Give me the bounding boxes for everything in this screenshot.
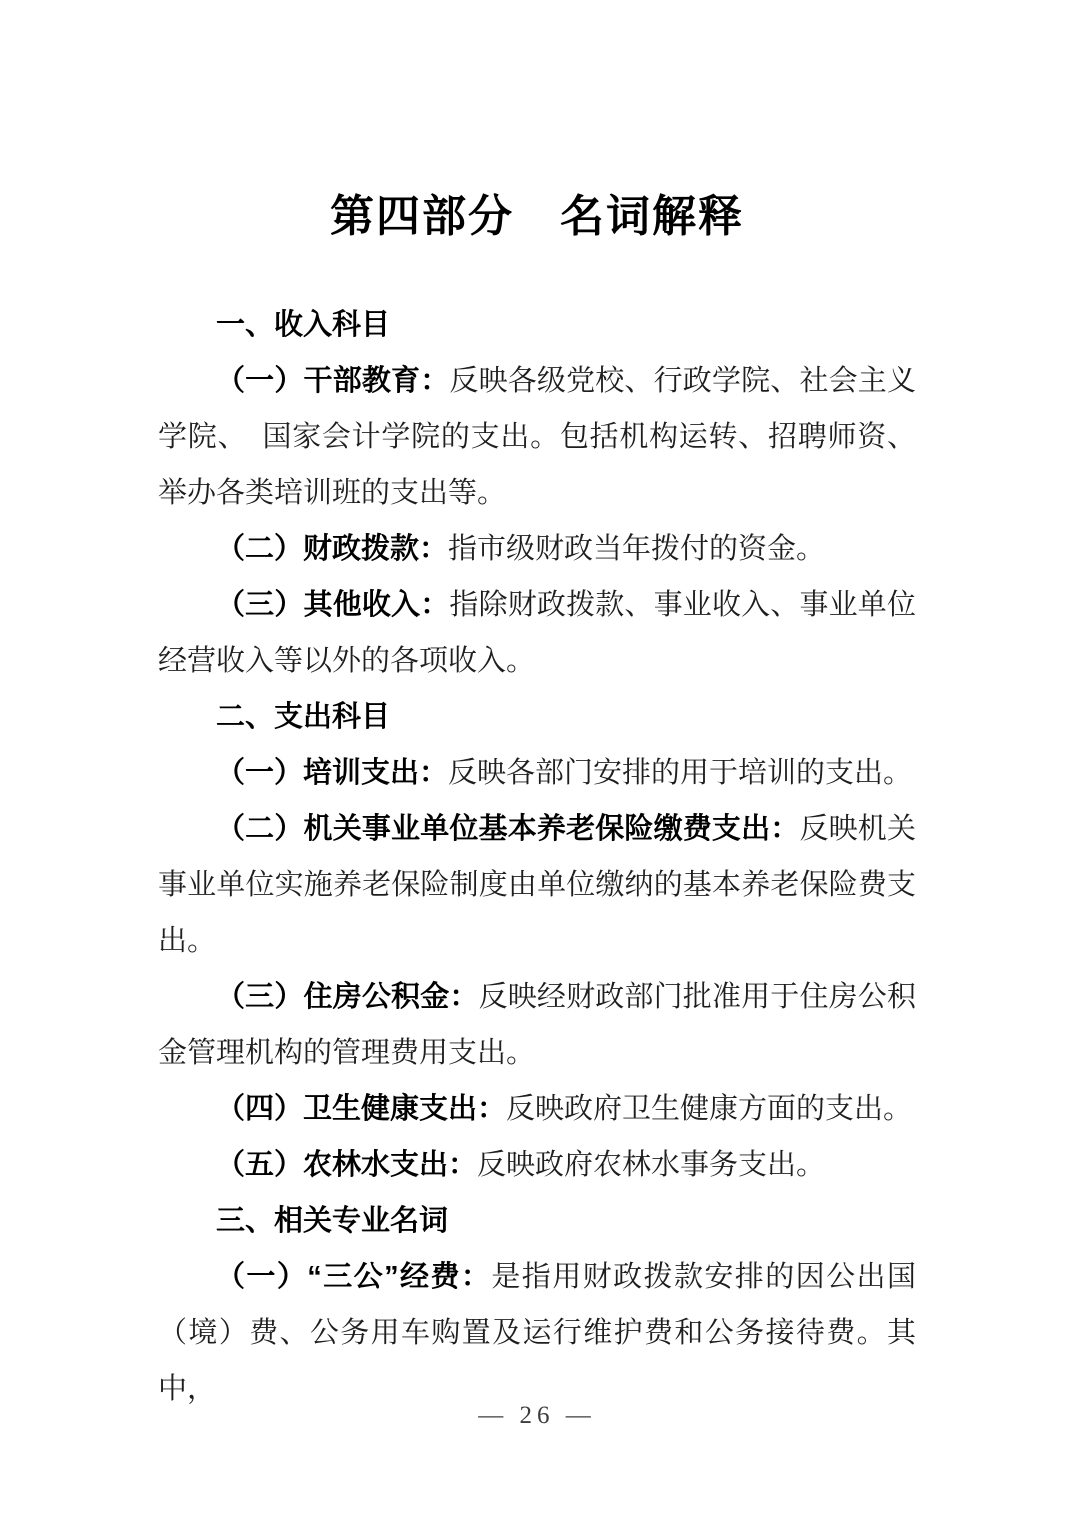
- term-definition: 反映机关事业单位实施养老保险制度由单位缴纳的基本养老保险费支出。: [158, 813, 916, 957]
- term-definition: 反映各部门安排的用于培训的支出。: [448, 757, 913, 789]
- term-lead: （四）卫生健康支出：: [216, 1093, 507, 1125]
- page-number: — 26 —: [478, 1402, 596, 1429]
- doc-title: 第四部分 名词解释: [330, 192, 744, 241]
- term-definition: 反映经财政部门批准用于住房公积金管理机构的管理费用支出。: [158, 981, 916, 1069]
- term-lead: （二）财政拨款：: [216, 533, 449, 565]
- document-body: [158, 297, 916, 1417]
- section-heading-expenditure: 二、支出科目: [216, 701, 391, 733]
- term-paragraph: [158, 521, 916, 577]
- section-heading-income: 一、收入科目: [216, 309, 391, 341]
- term-lead: （二）机关事业单位基本养老保险缴费支出：: [216, 813, 800, 845]
- term-lead: （一）干部教育：: [216, 365, 450, 397]
- term-definition: 反映各级党校、行政学院、社会主义学院、 国家会计学院的支出。包括机构运转、招聘师资、举办各类培训班的支出等。: [158, 365, 916, 509]
- term-paragraph: [158, 969, 916, 1081]
- term-paragraph: [158, 1081, 916, 1137]
- term-definition: 反映政府农林水事务支出。: [477, 1149, 826, 1181]
- term-lead: （三）住房公积金：: [216, 981, 479, 1013]
- term-lead: （一）“三公”经费：: [216, 1261, 492, 1293]
- term-definition: 指市级财政当年拨付的资金。: [448, 533, 826, 565]
- term-paragraph: [158, 1137, 916, 1193]
- term-paragraph: [158, 353, 916, 521]
- term-definition: 是指用财政拨款安排的因公出国（境）费、公务用车购置及运行维护费和公务接待费。其中，: [158, 1261, 916, 1405]
- term-paragraph: [158, 577, 916, 689]
- term-lead: （一）培训支出：: [216, 757, 449, 789]
- term-definition: 指除财政拨款、事业收入、事业单位经营收入等以外的各项收入。: [158, 589, 916, 677]
- term-lead: （五）农林水支出：: [216, 1149, 478, 1181]
- term-paragraph: [158, 1249, 916, 1417]
- term-definition: 反映政府卫生健康方面的支出。: [506, 1093, 913, 1125]
- section-heading-professional-terms: 三、相关专业名词: [216, 1205, 449, 1237]
- term-paragraph: [158, 801, 916, 969]
- term-lead: （三）其他收入：: [216, 589, 450, 621]
- term-paragraph: [158, 745, 916, 801]
